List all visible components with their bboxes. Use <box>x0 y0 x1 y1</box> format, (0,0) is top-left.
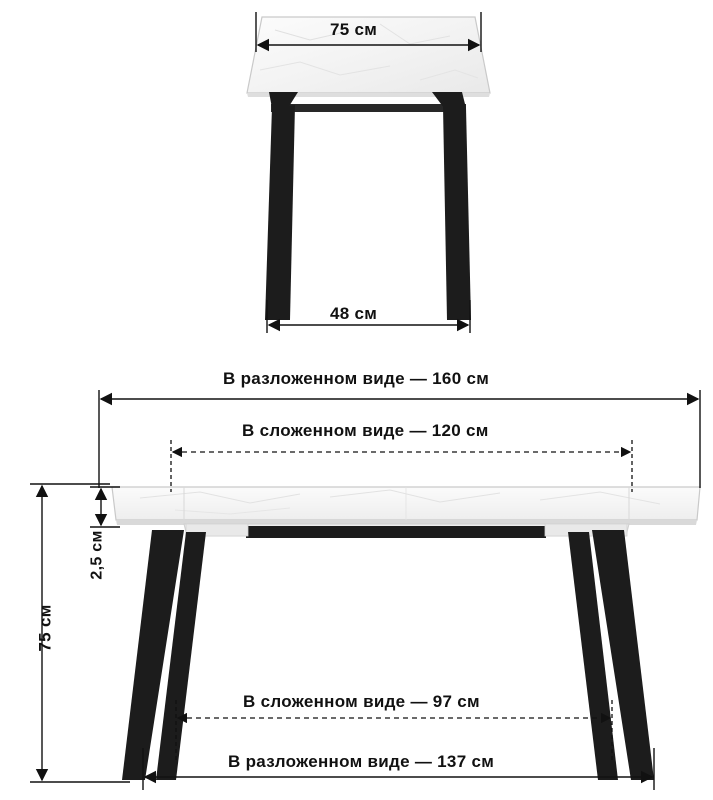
dim-folded-width <box>171 440 632 492</box>
front-view-tabletop <box>112 487 700 525</box>
label-top-thickness: 2,5 см <box>88 530 106 580</box>
label-top-width: 75 см <box>330 20 378 39</box>
top-view-group <box>247 17 490 320</box>
label-folded-width: В сложенном виде — 120 см <box>242 421 489 440</box>
front-view-legs <box>122 530 654 780</box>
label-height: 75 см <box>35 604 55 652</box>
front-view-apron <box>184 524 629 538</box>
label-unfolded-base: В разложенном виде — 137 см <box>228 752 495 771</box>
top-view-legs <box>265 92 471 320</box>
label-unfolded-width: В разложенном виде — 160 см <box>223 369 490 388</box>
label-top-base-width: 48 см <box>330 304 378 323</box>
label-folded-base: В сложенном виде — 97 см <box>243 692 480 711</box>
